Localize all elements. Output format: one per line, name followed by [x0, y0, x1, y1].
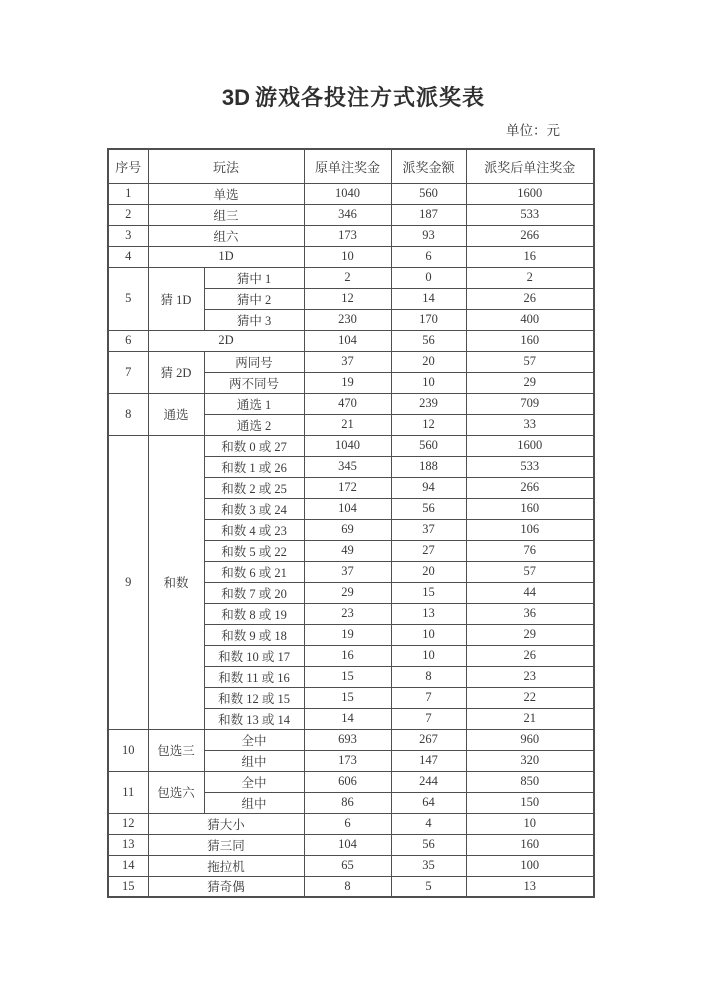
cell-original-prize: 15 [304, 687, 391, 708]
cell-play-name: 猜大小 [148, 813, 304, 834]
cell-play-sublabel: 全中 [204, 771, 304, 792]
cell-bonus-amount: 20 [391, 351, 466, 372]
cell-play-sublabel: 通选 1 [204, 393, 304, 414]
header-cell-after-prize: 派奖后单注奖金 [466, 149, 594, 183]
table-row [108, 876, 594, 897]
cell-after-prize: 2 [466, 267, 594, 288]
cell-original-prize: 15 [304, 666, 391, 687]
cell-play-sublabel: 猜中 3 [204, 309, 304, 330]
cell-row-number: 8 [108, 393, 148, 435]
cell-after-prize: 23 [466, 666, 594, 687]
cell-after-prize: 160 [466, 498, 594, 519]
table-row [108, 855, 594, 876]
cell-row-number: 12 [108, 813, 148, 834]
cell-bonus-amount: 8 [391, 666, 466, 687]
cell-play-sublabel: 两同号 [204, 351, 304, 372]
cell-original-prize: 346 [304, 204, 391, 225]
cell-play-name: 2D [148, 330, 304, 351]
cell-row-number: 9 [108, 435, 148, 729]
cell-original-prize: 606 [304, 771, 391, 792]
cell-bonus-amount: 7 [391, 708, 466, 729]
cell-original-prize: 6 [304, 813, 391, 834]
table-row [108, 435, 594, 456]
cell-play-sublabel: 组中 [204, 750, 304, 771]
cell-original-prize: 37 [304, 351, 391, 372]
cell-play-name: 拖拉机 [148, 855, 304, 876]
cell-after-prize: 26 [466, 288, 594, 309]
cell-original-prize: 86 [304, 792, 391, 813]
cell-play-name: 和数 [148, 435, 204, 729]
cell-row-number: 4 [108, 246, 148, 267]
cell-original-prize: 69 [304, 519, 391, 540]
cell-bonus-amount: 64 [391, 792, 466, 813]
cell-bonus-amount: 10 [391, 645, 466, 666]
cell-play-name: 猜 1D [148, 267, 204, 330]
table-row [108, 393, 594, 414]
cell-after-prize: 10 [466, 813, 594, 834]
cell-bonus-amount: 239 [391, 393, 466, 414]
cell-bonus-amount: 56 [391, 834, 466, 855]
cell-play-name: 猜奇偶 [148, 876, 304, 897]
cell-original-prize: 104 [304, 498, 391, 519]
cell-row-number: 11 [108, 771, 148, 813]
page-title [0, 83, 707, 113]
cell-play-name: 包选三 [148, 729, 204, 771]
payout-table-header [108, 149, 594, 183]
cell-row-number: 13 [108, 834, 148, 855]
cell-bonus-amount: 20 [391, 561, 466, 582]
table-row [108, 834, 594, 855]
cell-play-sublabel: 和数 4 或 23 [204, 519, 304, 540]
cell-after-prize: 13 [466, 876, 594, 897]
cell-play-name: 包选六 [148, 771, 204, 813]
cell-after-prize: 160 [466, 834, 594, 855]
cell-original-prize: 2 [304, 267, 391, 288]
cell-row-number: 2 [108, 204, 148, 225]
cell-play-sublabel: 全中 [204, 729, 304, 750]
cell-bonus-amount: 14 [391, 288, 466, 309]
cell-bonus-amount: 188 [391, 456, 466, 477]
cell-row-number: 5 [108, 267, 148, 330]
cell-original-prize: 173 [304, 225, 391, 246]
payout-table [107, 148, 595, 898]
table-row [108, 771, 594, 792]
cell-play-sublabel: 和数 7 或 20 [204, 582, 304, 603]
cell-row-number: 10 [108, 729, 148, 771]
cell-original-prize: 19 [304, 372, 391, 393]
cell-bonus-amount: 6 [391, 246, 466, 267]
cell-play-name: 1D [148, 246, 304, 267]
cell-original-prize: 19 [304, 624, 391, 645]
cell-play-sublabel: 和数 5 或 22 [204, 540, 304, 561]
cell-after-prize: 21 [466, 708, 594, 729]
cell-play-sublabel: 和数 10 或 17 [204, 645, 304, 666]
cell-original-prize: 693 [304, 729, 391, 750]
table-row [108, 183, 594, 204]
cell-after-prize: 533 [466, 204, 594, 225]
cell-play-sublabel: 和数 13 或 14 [204, 708, 304, 729]
cell-play-name: 猜三同 [148, 834, 304, 855]
cell-after-prize: 36 [466, 603, 594, 624]
page-title-prefix: 3D [221, 85, 251, 110]
cell-after-prize: 57 [466, 561, 594, 582]
header-row [108, 149, 594, 183]
page-title-main: 游戏各投注方式派奖表 [255, 85, 486, 110]
cell-after-prize: 266 [466, 477, 594, 498]
cell-bonus-amount: 10 [391, 372, 466, 393]
cell-original-prize: 23 [304, 603, 391, 624]
cell-bonus-amount: 170 [391, 309, 466, 330]
cell-original-prize: 230 [304, 309, 391, 330]
cell-bonus-amount: 13 [391, 603, 466, 624]
header-cell-original-prize: 原单注奖金 [304, 149, 391, 183]
cell-original-prize: 29 [304, 582, 391, 603]
cell-bonus-amount: 15 [391, 582, 466, 603]
header-cell-play: 玩法 [148, 149, 304, 183]
table-row [108, 225, 594, 246]
cell-play-sublabel: 和数 9 或 18 [204, 624, 304, 645]
cell-after-prize: 29 [466, 624, 594, 645]
cell-bonus-amount: 4 [391, 813, 466, 834]
cell-bonus-amount: 244 [391, 771, 466, 792]
cell-row-number: 6 [108, 330, 148, 351]
cell-play-sublabel: 通选 2 [204, 414, 304, 435]
cell-bonus-amount: 56 [391, 330, 466, 351]
cell-after-prize: 16 [466, 246, 594, 267]
cell-original-prize: 21 [304, 414, 391, 435]
cell-bonus-amount: 267 [391, 729, 466, 750]
cell-original-prize: 8 [304, 876, 391, 897]
cell-play-sublabel: 组中 [204, 792, 304, 813]
cell-after-prize: 57 [466, 351, 594, 372]
cell-original-prize: 1040 [304, 183, 391, 204]
table-row [108, 813, 594, 834]
cell-after-prize: 29 [466, 372, 594, 393]
cell-play-sublabel: 猜中 2 [204, 288, 304, 309]
cell-play-sublabel: 和数 2 或 25 [204, 477, 304, 498]
cell-after-prize: 400 [466, 309, 594, 330]
cell-play-sublabel: 和数 8 或 19 [204, 603, 304, 624]
cell-bonus-amount: 187 [391, 204, 466, 225]
cell-play-name: 组六 [148, 225, 304, 246]
cell-bonus-amount: 35 [391, 855, 466, 876]
table-row [108, 351, 594, 372]
cell-play-name: 猜 2D [148, 351, 204, 393]
cell-after-prize: 320 [466, 750, 594, 771]
cell-row-number: 1 [108, 183, 148, 204]
cell-after-prize: 960 [466, 729, 594, 750]
cell-original-prize: 14 [304, 708, 391, 729]
cell-after-prize: 266 [466, 225, 594, 246]
cell-original-prize: 37 [304, 561, 391, 582]
cell-bonus-amount: 56 [391, 498, 466, 519]
cell-bonus-amount: 10 [391, 624, 466, 645]
cell-play-sublabel: 和数 0 或 27 [204, 435, 304, 456]
cell-bonus-amount: 12 [391, 414, 466, 435]
cell-play-name: 单选 [148, 183, 304, 204]
cell-after-prize: 150 [466, 792, 594, 813]
cell-after-prize: 22 [466, 687, 594, 708]
cell-row-number: 3 [108, 225, 148, 246]
cell-original-prize: 65 [304, 855, 391, 876]
cell-row-number: 15 [108, 876, 148, 897]
cell-original-prize: 49 [304, 540, 391, 561]
table-row [108, 729, 594, 750]
header-cell-no: 序号 [108, 149, 148, 183]
payout-table-body [108, 183, 594, 897]
cell-bonus-amount: 560 [391, 183, 466, 204]
cell-play-sublabel: 和数 1 或 26 [204, 456, 304, 477]
cell-after-prize: 1600 [466, 435, 594, 456]
table-row [108, 204, 594, 225]
cell-original-prize: 104 [304, 330, 391, 351]
cell-play-name: 组三 [148, 204, 304, 225]
cell-bonus-amount: 0 [391, 267, 466, 288]
unit-label: 单位：元 [506, 123, 560, 138]
cell-play-sublabel: 和数 3 或 24 [204, 498, 304, 519]
cell-after-prize: 44 [466, 582, 594, 603]
cell-after-prize: 1600 [466, 183, 594, 204]
cell-after-prize: 33 [466, 414, 594, 435]
cell-bonus-amount: 27 [391, 540, 466, 561]
cell-play-sublabel: 和数 12 或 15 [204, 687, 304, 708]
cell-bonus-amount: 37 [391, 519, 466, 540]
cell-play-sublabel: 猜中 1 [204, 267, 304, 288]
cell-play-name: 通选 [148, 393, 204, 435]
cell-bonus-amount: 7 [391, 687, 466, 708]
table-row [108, 267, 594, 288]
cell-bonus-amount: 147 [391, 750, 466, 771]
cell-after-prize: 26 [466, 645, 594, 666]
cell-after-prize: 160 [466, 330, 594, 351]
cell-original-prize: 16 [304, 645, 391, 666]
cell-original-prize: 104 [304, 834, 391, 855]
cell-original-prize: 10 [304, 246, 391, 267]
table-row [108, 246, 594, 267]
cell-original-prize: 173 [304, 750, 391, 771]
header-cell-bonus-amount: 派奖金额 [391, 149, 466, 183]
cell-after-prize: 100 [466, 855, 594, 876]
cell-original-prize: 345 [304, 456, 391, 477]
cell-original-prize: 470 [304, 393, 391, 414]
cell-row-number: 14 [108, 855, 148, 876]
cell-original-prize: 1040 [304, 435, 391, 456]
cell-original-prize: 12 [304, 288, 391, 309]
cell-after-prize: 533 [466, 456, 594, 477]
cell-play-sublabel: 两不同号 [204, 372, 304, 393]
cell-play-sublabel: 和数 6 或 21 [204, 561, 304, 582]
cell-row-number: 7 [108, 351, 148, 393]
cell-bonus-amount: 94 [391, 477, 466, 498]
cell-bonus-amount: 5 [391, 876, 466, 897]
cell-play-sublabel: 和数 11 或 16 [204, 666, 304, 687]
cell-after-prize: 106 [466, 519, 594, 540]
cell-after-prize: 76 [466, 540, 594, 561]
table-row [108, 330, 594, 351]
cell-bonus-amount: 560 [391, 435, 466, 456]
cell-original-prize: 172 [304, 477, 391, 498]
cell-bonus-amount: 93 [391, 225, 466, 246]
cell-after-prize: 709 [466, 393, 594, 414]
cell-after-prize: 850 [466, 771, 594, 792]
